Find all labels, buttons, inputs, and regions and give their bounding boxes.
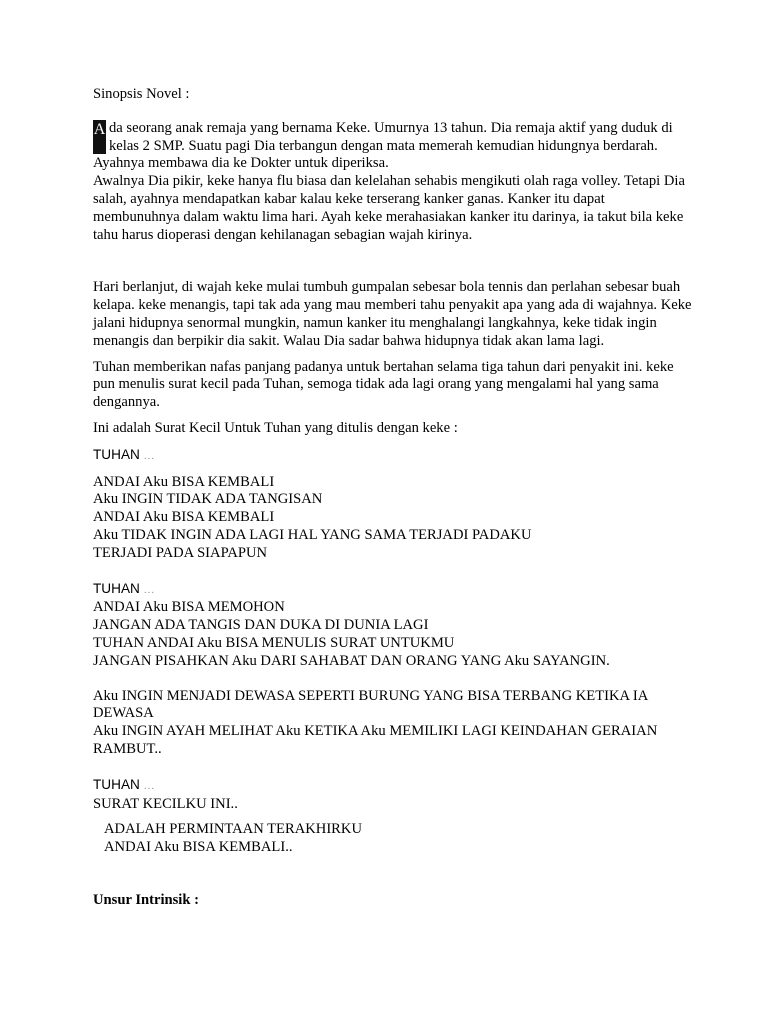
poem-line: ANDAI Aku BISA KEMBALI bbox=[93, 473, 275, 490]
tuhan-line-3 bbox=[93, 776, 693, 796]
paragraph-line: jalani hidupnya senormal mungkin, namun kanker itu menghalangi langkahnya, keke tidak ingin bbox=[93, 314, 657, 331]
poem-stanza-4 bbox=[93, 796, 693, 814]
poem-line: Aku INGIN AYAH MELIHAT Aku KETIKA Aku MEMILIKI LAGI KEINDAHAN GERAIAN bbox=[93, 723, 658, 740]
poem-stanza-5 bbox=[93, 821, 693, 857]
intro-line: kelas 2 SMP. Suatu pagi Dia terbangun dengan mata memerah kemudian hidungnya berdarah. bbox=[109, 137, 658, 154]
paragraph-line: dengannya. bbox=[93, 394, 160, 411]
poem-stanza-2 bbox=[93, 599, 693, 670]
dropcap-letter: A bbox=[93, 120, 106, 154]
intro-line: Ayahnya membawa dia ke Dokter untuk diperiksa. bbox=[93, 155, 389, 172]
paragraph-line: menangis dan berpikir dia sakit. Walau Dia sadar bahwa hidupnya tidak akan lama lagi. bbox=[93, 332, 605, 349]
tuhan-label: TUHAN bbox=[93, 446, 140, 462]
paragraph-line: pun menulis surat kecil pada Tuhan, semoga tidak ada lagi orang yang mengalami hal yang sama bbox=[93, 376, 659, 393]
poem-line: JANGAN ADA TANGIS DAN DUKA DI DUNIA LAGI bbox=[93, 617, 429, 634]
poem-line: DEWASA bbox=[93, 705, 154, 722]
document-page bbox=[93, 86, 693, 910]
poem-stanza-1 bbox=[93, 474, 693, 563]
ellipsis-mark: … bbox=[143, 583, 155, 596]
poem-line: ANDAI Aku BISA KEMBALI.. bbox=[104, 839, 293, 856]
tuhan-label: TUHAN bbox=[93, 776, 140, 792]
paragraph-4 bbox=[93, 420, 693, 438]
page-heading: Sinopsis Novel : bbox=[93, 86, 190, 102]
paragraph-3 bbox=[93, 359, 693, 412]
poem-stanza-3 bbox=[93, 688, 693, 759]
intro-line: tahu harus dioperasi dengan kehilanagan sebagian wajah kirinya. bbox=[93, 226, 473, 243]
poem-line: ANDAI Aku BISA KEMBALI bbox=[93, 509, 275, 526]
paragraph-2 bbox=[93, 279, 693, 350]
poem-line: Aku INGIN TIDAK ADA TANGISAN bbox=[93, 491, 323, 508]
paragraph-line: Tuhan memberikan nafas panjang padanya untuk bertahan selama tiga tahun dari penyakit ini. keke bbox=[93, 358, 674, 375]
poem-line: TERJADI PADA SIAPAPUN bbox=[93, 544, 268, 561]
tuhan-label: TUHAN bbox=[93, 580, 140, 596]
intro-line: membunuhnya dalam waktu lima hari. Ayah keke merahasiakan kanker itu darinya, ia takut bila keke bbox=[93, 208, 684, 225]
poem-line: Aku INGIN MENJADI DEWASA SEPERTI BURUNG YANG BISA TERBANG KETIKA IA bbox=[93, 687, 649, 704]
tuhan-line-1 bbox=[93, 446, 693, 466]
ellipsis-mark: … bbox=[143, 449, 155, 462]
poem-line: TUHAN ANDAI Aku BISA MENULIS SURAT UNTUKMU bbox=[93, 634, 455, 651]
paragraph-line: Ini adalah Surat Kecil Untuk Tuhan yang ditulis dengan keke : bbox=[93, 419, 458, 436]
poem-line: ANDAI Aku BISA MEMOHON bbox=[93, 599, 285, 616]
poem-line: SURAT KECILKU INI.. bbox=[93, 795, 238, 812]
poem-line: RAMBUT.. bbox=[93, 740, 162, 757]
paragraph-line: Hari berlanjut, di wajah keke mulai tumbuh gumpalan sebesar bola tennis dan perlahan sebesar buah bbox=[93, 279, 681, 296]
section-heading: Unsur Intrinsik : bbox=[93, 891, 199, 908]
intro-line: da seorang anak remaja yang bernama Keke. Umurnya 13 tahun. Dia remaja aktif yang duduk di bbox=[109, 119, 673, 136]
poem-line: Aku TIDAK INGIN ADA LAGI HAL YANG SAMA TERJADI PADAKU bbox=[93, 526, 532, 543]
intro-paragraph bbox=[93, 120, 693, 245]
tuhan-line-2 bbox=[93, 580, 693, 600]
poem-line: ADALAH PERMINTAAN TERAKHIRKU bbox=[104, 821, 362, 838]
paragraph-line: kelapa. keke menangis, tapi tak ada yang mau memberi tahu penyakit apa yang ada di wajahnya. Keke bbox=[93, 297, 692, 314]
ellipsis-mark: … bbox=[143, 779, 155, 792]
intro-line: salah, ayahnya mendapatkan kabar kalau keke terserang kanker ganas. Kanker itu dapat bbox=[93, 190, 605, 207]
poem-line: JANGAN PISAHKAN Aku DARI SAHABAT DAN ORANG YANG Aku SAYANGIN. bbox=[93, 652, 610, 669]
intro-line: Awalnya Dia pikir, keke hanya flu biasa dan kelelahan sehabis mengikuti olah raga volley. Tetapi Dia bbox=[93, 173, 685, 190]
